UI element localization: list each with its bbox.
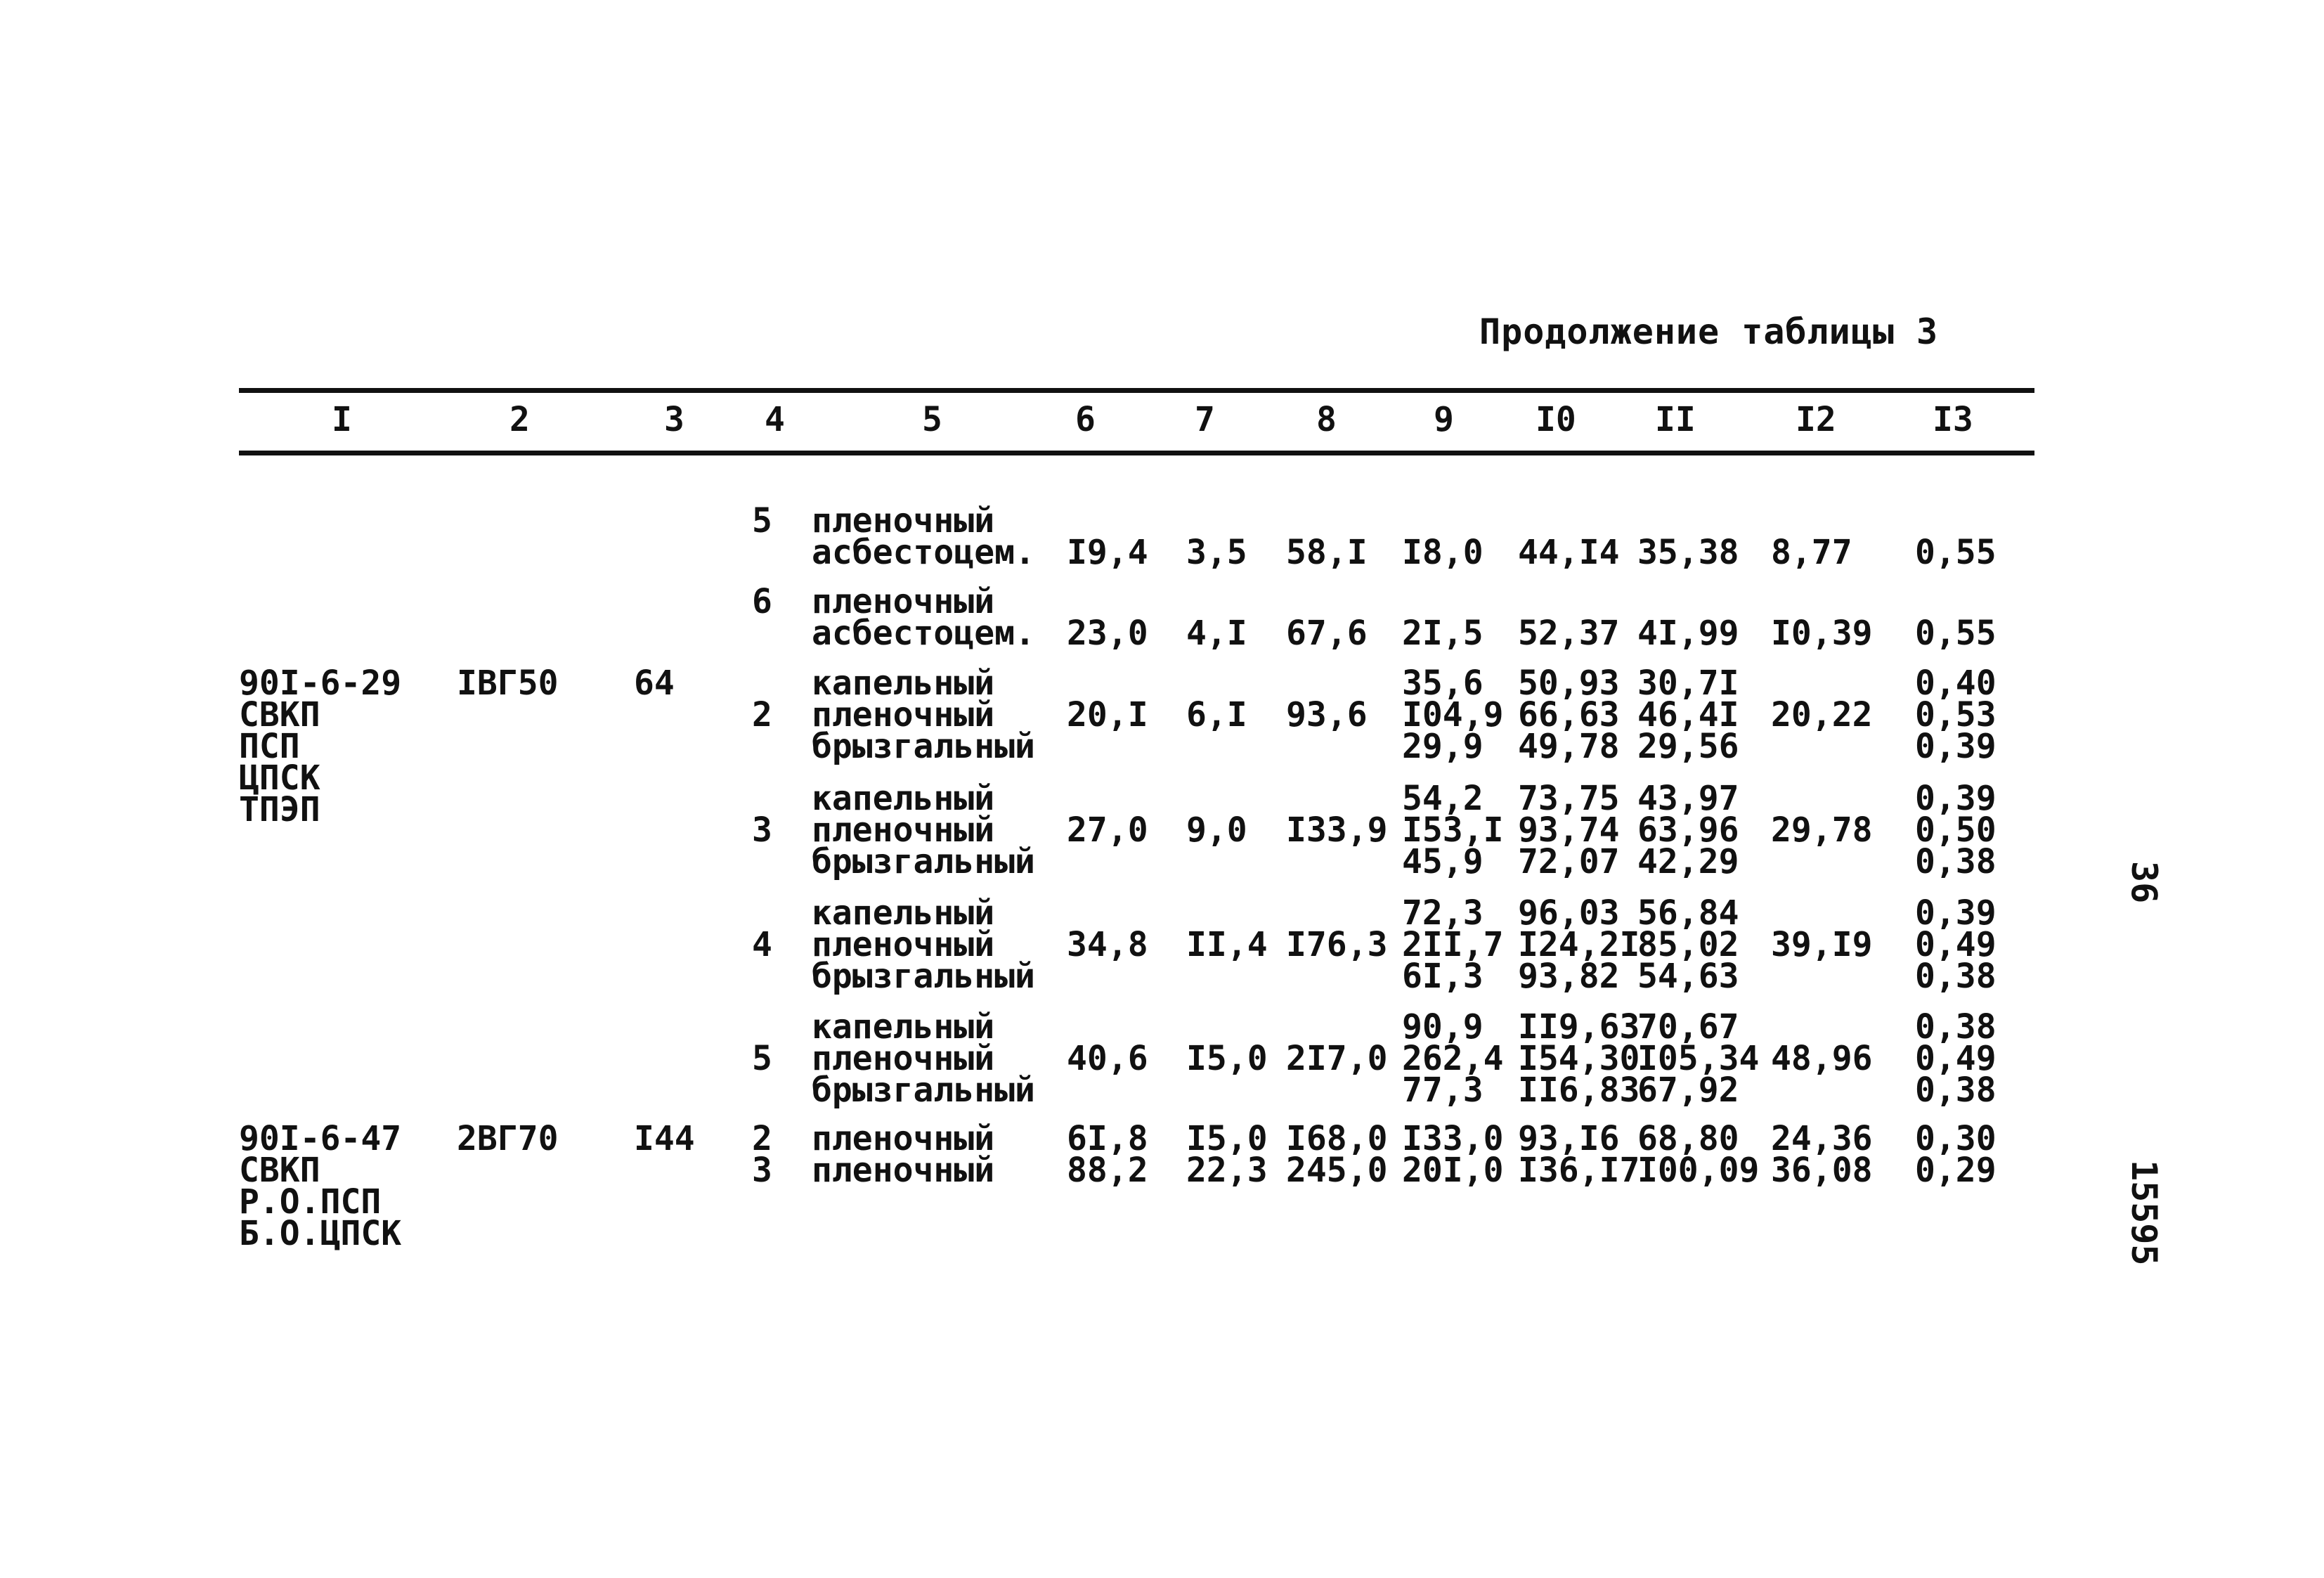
table-cell: 45,9 — [1402, 842, 1484, 881]
table-cell: 64 — [634, 664, 675, 703]
table-cell: 24,36 — [1771, 1119, 1873, 1158]
cooler-type: пленочный — [812, 501, 995, 541]
table-top-rule — [239, 388, 2034, 393]
cooler-type: асбестоцем. — [812, 533, 1035, 572]
table-cell: 9,0 — [1186, 810, 1247, 850]
table-cell: I76,3 — [1286, 925, 1388, 964]
cooler-type: пленочный — [812, 695, 995, 735]
cooler-type: капельный — [812, 1007, 995, 1047]
table-cell: I5,0 — [1186, 1039, 1268, 1078]
table-cell: 2I,5 — [1402, 614, 1484, 653]
table-cell: I00,09 — [1637, 1151, 1760, 1190]
column-header: 7 — [1195, 400, 1215, 439]
table-cell: 6I,3 — [1402, 957, 1484, 996]
table-cell: 0,50 — [1915, 810, 1997, 850]
table-cell: 20,22 — [1771, 695, 1873, 735]
column-header: 2 — [509, 400, 530, 439]
table-cell: I54,30 — [1518, 1039, 1640, 1078]
table-cell: 58,I — [1286, 533, 1368, 572]
cooler-type: пленочный — [812, 925, 995, 964]
table-cell: Р.О.ПСП — [239, 1182, 382, 1222]
table-cell: 40,6 — [1067, 1039, 1148, 1078]
table-cell: 0,39 — [1915, 893, 1997, 933]
table-cell: 63,96 — [1637, 810, 1739, 850]
column-header: 9 — [1434, 400, 1454, 439]
table-cell: 72,3 — [1402, 893, 1484, 933]
cooler-type: пленочный — [812, 810, 995, 850]
table-cell: I0,39 — [1771, 614, 1873, 653]
table-cell: 44,I4 — [1518, 533, 1620, 572]
table-cell: 0,49 — [1915, 925, 1997, 964]
table-cell: СВКП — [239, 1151, 320, 1190]
table-cell: ТПЭП — [239, 790, 320, 829]
table-cell: I33,9 — [1286, 810, 1388, 850]
table-cell: 0,38 — [1915, 1007, 1997, 1047]
table-cell: 85,02 — [1637, 925, 1739, 964]
column-header: I — [332, 400, 352, 439]
cooler-type: брызгальный — [812, 842, 1035, 881]
table-cell: 66,63 — [1518, 695, 1620, 735]
cooler-type: пленочный — [812, 1151, 995, 1190]
table-caption: Продолжение таблицы 3 — [1479, 311, 1939, 352]
table-cell: 93,I6 — [1518, 1119, 1620, 1158]
table-cell: 29,9 — [1402, 727, 1484, 766]
table-cell: 8,77 — [1771, 533, 1852, 572]
table-cell: 93,6 — [1286, 695, 1368, 735]
table-cell: СВКП — [239, 695, 320, 735]
table-cell: 4I,99 — [1637, 614, 1739, 653]
table-cell: I5,0 — [1186, 1119, 1268, 1158]
table-cell: 2I7,0 — [1286, 1039, 1388, 1078]
table-cell: 6 — [752, 582, 772, 621]
table-cell: 0,39 — [1915, 779, 1997, 818]
table-cell: 0,38 — [1915, 1071, 1997, 1110]
table-cell: 34,8 — [1067, 925, 1148, 964]
table-cell: 90I-6-47 — [239, 1119, 402, 1158]
table-cell: II6,83 — [1518, 1071, 1640, 1110]
table-cell: 3 — [752, 810, 772, 850]
table-cell: 39,I9 — [1771, 925, 1873, 964]
table-cell: 42,29 — [1637, 842, 1739, 881]
table-cell: 20I,0 — [1402, 1151, 1504, 1190]
cooler-type: брызгальный — [812, 1071, 1035, 1110]
table-cell: II9,63 — [1518, 1007, 1640, 1047]
cooler-type: брызгальный — [812, 727, 1035, 766]
table-cell: I68,0 — [1286, 1119, 1388, 1158]
table-cell: 73,75 — [1518, 779, 1620, 818]
cooler-type: брызгальный — [812, 957, 1035, 996]
column-header: II — [1655, 400, 1696, 439]
table-cell: 77,3 — [1402, 1071, 1484, 1110]
table-cell: 67,6 — [1286, 614, 1368, 653]
table-cell: 93,74 — [1518, 810, 1620, 850]
table-cell: 245,0 — [1286, 1151, 1388, 1190]
table-cell: 93,82 — [1518, 957, 1620, 996]
table-header-rule — [239, 451, 2034, 455]
table-cell: I04,9 — [1402, 695, 1504, 735]
table-cell: I53,I — [1402, 810, 1504, 850]
table-cell: 46,4I — [1637, 695, 1739, 735]
table-cell: 88,2 — [1067, 1151, 1148, 1190]
column-header: I2 — [1796, 400, 1836, 439]
table-cell: 90,9 — [1402, 1007, 1484, 1047]
table-cell: 52,37 — [1518, 614, 1620, 653]
table-cell: 43,97 — [1637, 779, 1739, 818]
table-cell: 0,39 — [1915, 727, 1997, 766]
table-cell: 3,5 — [1186, 533, 1247, 572]
table-cell: 54,63 — [1637, 957, 1739, 996]
table-cell: I44 — [634, 1119, 695, 1158]
table-cell: 50,93 — [1518, 664, 1620, 703]
column-header: I0 — [1536, 400, 1576, 439]
table-cell: 27,0 — [1067, 810, 1148, 850]
table-cell: 0,40 — [1915, 664, 1997, 703]
cooler-type: капельный — [812, 664, 995, 703]
page-number: 36 — [2124, 861, 2164, 904]
table-cell: 2II,7 — [1402, 925, 1504, 964]
table-cell: 0,55 — [1915, 614, 1997, 653]
table-cell: 35,38 — [1637, 533, 1739, 572]
table-cell: 23,0 — [1067, 614, 1148, 653]
table-cell: 36,08 — [1771, 1151, 1873, 1190]
column-header: 4 — [765, 400, 785, 439]
table-cell: 72,07 — [1518, 842, 1620, 881]
table-cell: 68,80 — [1637, 1119, 1739, 1158]
table-cell: I8,0 — [1402, 533, 1484, 572]
column-header: 5 — [922, 400, 942, 439]
table-cell: 49,78 — [1518, 727, 1620, 766]
table-cell: 6I,8 — [1067, 1119, 1148, 1158]
table-cell: 70,67 — [1637, 1007, 1739, 1047]
table-cell: 54,2 — [1402, 779, 1484, 818]
table-cell: 0,38 — [1915, 842, 1997, 881]
table-cell: 4 — [752, 925, 772, 964]
table-cell: I9,4 — [1067, 533, 1148, 572]
table-cell: 5 — [752, 501, 772, 541]
cooler-type: капельный — [812, 893, 995, 933]
table-cell: 90I-6-29 — [239, 664, 402, 703]
cooler-type: асбестоцем. — [812, 614, 1035, 653]
cooler-type: пленочный — [812, 1039, 995, 1078]
table-cell: 0,30 — [1915, 1119, 1997, 1158]
column-header: 6 — [1075, 400, 1096, 439]
column-header: 8 — [1316, 400, 1337, 439]
table-cell: I05,34 — [1637, 1039, 1760, 1078]
table-cell: 4,I — [1186, 614, 1247, 653]
table-cell: 0,49 — [1915, 1039, 1997, 1078]
table-cell: 3 — [752, 1151, 772, 1190]
table-cell: 56,84 — [1637, 893, 1739, 933]
table-cell: 30,7I — [1637, 664, 1739, 703]
table-cell: II,4 — [1186, 925, 1268, 964]
table-cell: IВГ50 — [457, 664, 559, 703]
table-cell: 6,I — [1186, 695, 1247, 735]
table-cell: 29,56 — [1637, 727, 1739, 766]
table-cell: ЦПСК — [239, 758, 320, 798]
table-cell: 35,6 — [1402, 664, 1484, 703]
table-cell: 5 — [752, 1039, 772, 1078]
table-cell: 0,38 — [1915, 957, 1997, 996]
table-cell: 48,96 — [1771, 1039, 1873, 1078]
table-cell: ПСП — [239, 727, 300, 766]
table-cell: 0,55 — [1915, 533, 1997, 572]
table-cell: 2ВГ70 — [457, 1119, 559, 1158]
table-cell: 22,3 — [1186, 1151, 1268, 1190]
table-cell: 67,92 — [1637, 1071, 1739, 1110]
table-cell: I24,2I — [1518, 925, 1640, 964]
table-cell: 0,29 — [1915, 1151, 1997, 1190]
cooler-type: пленочный — [812, 582, 995, 621]
document-code: 15595 — [2124, 1160, 2164, 1266]
table-cell: 20,I — [1067, 695, 1148, 735]
table-cell: 2 — [752, 1119, 772, 1158]
table-cell: 262,4 — [1402, 1039, 1504, 1078]
table-cell: 29,78 — [1771, 810, 1873, 850]
column-header: 3 — [664, 400, 684, 439]
table-cell: 2 — [752, 695, 772, 735]
table-cell: Б.О.ЦПСК — [239, 1214, 402, 1253]
cooler-type: пленочный — [812, 1119, 995, 1158]
table-cell: 0,53 — [1915, 695, 1997, 735]
table-cell: I36,I7 — [1518, 1151, 1640, 1190]
table-cell: 96,03 — [1518, 893, 1620, 933]
cooler-type: капельный — [812, 779, 995, 818]
column-header: I3 — [1933, 400, 1973, 439]
table-cell: I33,0 — [1402, 1119, 1504, 1158]
